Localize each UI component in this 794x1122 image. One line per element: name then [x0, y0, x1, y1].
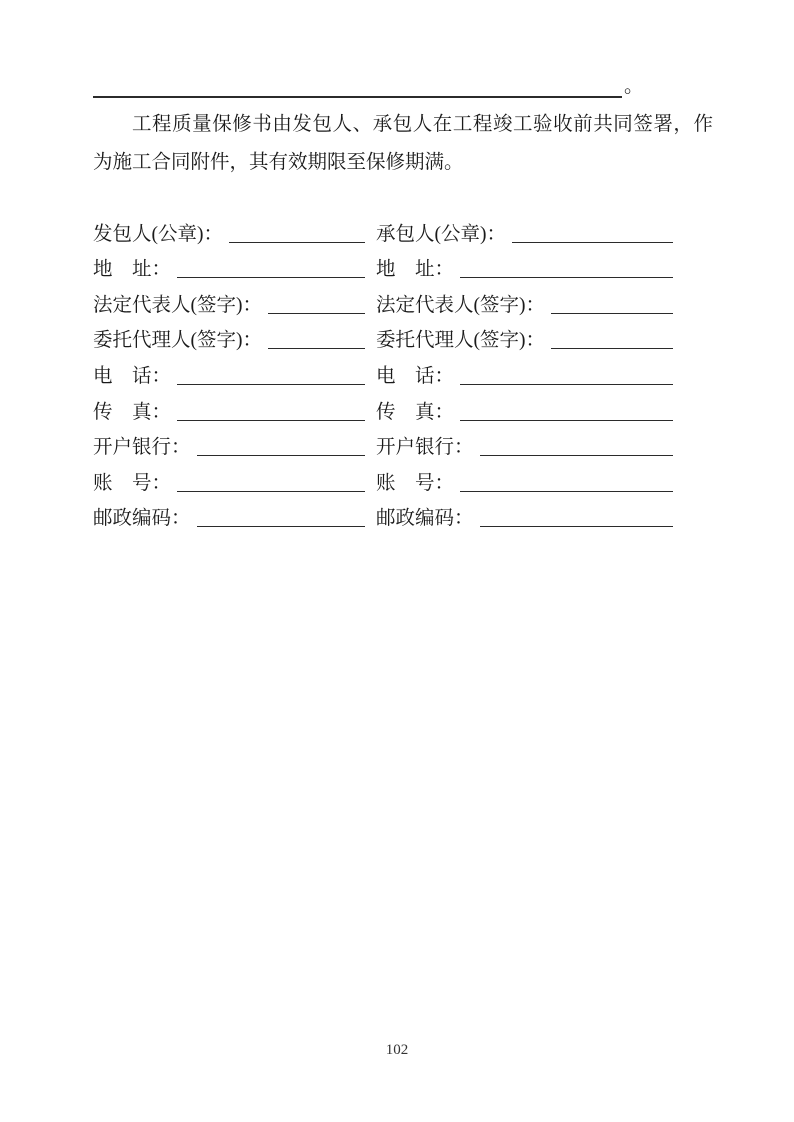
blank-underline: [460, 481, 673, 492]
blank-underline: [93, 76, 622, 98]
blank-underline: [460, 374, 673, 385]
form-cell-contractor: [376, 258, 673, 282]
form-cell-contractor: [376, 329, 673, 353]
form-cell-contractor: [376, 223, 673, 247]
field-label: 法定代表人(签字)：: [376, 294, 545, 316]
blank-underline: [480, 445, 673, 456]
blank-underline: [480, 516, 673, 527]
form-cell-employer: [93, 507, 376, 531]
field-label: 账 号：: [376, 472, 455, 494]
blank-underline: [177, 481, 365, 492]
blank-underline: [551, 303, 673, 314]
field-label: 传 真：: [376, 401, 455, 423]
blank-underline: [197, 516, 365, 527]
form-cell-employer: [93, 329, 376, 353]
form-cell-employer: [93, 294, 376, 318]
blank-underline: [229, 232, 365, 243]
blank-underline: [177, 410, 365, 421]
form-cell-employer: [93, 365, 376, 389]
field-label: 委托代理人(签字)：: [376, 330, 545, 352]
form-row: [93, 282, 673, 318]
form-cell-contractor: [376, 436, 673, 460]
blank-underline: [177, 267, 365, 278]
field-label: 账 号：: [93, 472, 172, 494]
form-cell-employer: [93, 401, 376, 425]
field-label: 传 真：: [93, 401, 172, 423]
field-label: 开户银行：: [376, 437, 474, 459]
form-cell-contractor: [376, 294, 673, 318]
form-row: [93, 460, 673, 496]
field-label: 开户银行：: [93, 437, 191, 459]
form-cell-contractor: [376, 365, 673, 389]
form-cell-contractor: [376, 401, 673, 425]
field-label: 地 址：: [376, 259, 455, 281]
blank-underline: [460, 267, 673, 278]
form-row: [93, 389, 673, 425]
form-row: [93, 353, 673, 389]
fill-in-rule-line: [93, 76, 653, 98]
blank-underline: [460, 410, 673, 421]
field-label: 邮政编码：: [376, 508, 474, 530]
field-label: 电 话：: [376, 365, 455, 387]
field-label: 委托代理人(签字)：: [93, 330, 262, 352]
form-cell-employer: [93, 436, 376, 460]
rule-end-punctuation: 。: [624, 76, 644, 97]
signature-form: [93, 211, 673, 531]
field-label: 发包人(公章)：: [93, 223, 223, 245]
form-row: [93, 318, 673, 354]
blank-underline: [177, 374, 365, 385]
body-paragraph: 工程质量保修书由发包人、承包人在工程竣工验收前共同签署，作为施工合同附件，其有效期限至保修期满。: [93, 114, 713, 173]
field-label: 承包人(公章)：: [376, 223, 506, 245]
form-row: [93, 211, 673, 247]
form-cell-employer: [93, 258, 376, 282]
form-cell-employer: [93, 472, 376, 496]
form-cell-employer: [93, 223, 376, 247]
field-label: 电 话：: [93, 365, 172, 387]
form-row: [93, 496, 673, 532]
form-row: [93, 425, 673, 461]
form-row: [93, 247, 673, 283]
blank-underline: [512, 232, 673, 243]
blank-underline: [268, 303, 365, 314]
blank-underline: [197, 445, 365, 456]
blank-underline: [268, 338, 365, 349]
field-label: 邮政编码：: [93, 508, 191, 530]
field-label: 法定代表人(签字)：: [93, 294, 262, 316]
blank-underline: [551, 338, 673, 349]
form-cell-contractor: [376, 472, 673, 496]
field-label: 地 址：: [93, 259, 172, 281]
page-number: 102: [385, 1042, 409, 1058]
form-cell-contractor: [376, 507, 673, 531]
